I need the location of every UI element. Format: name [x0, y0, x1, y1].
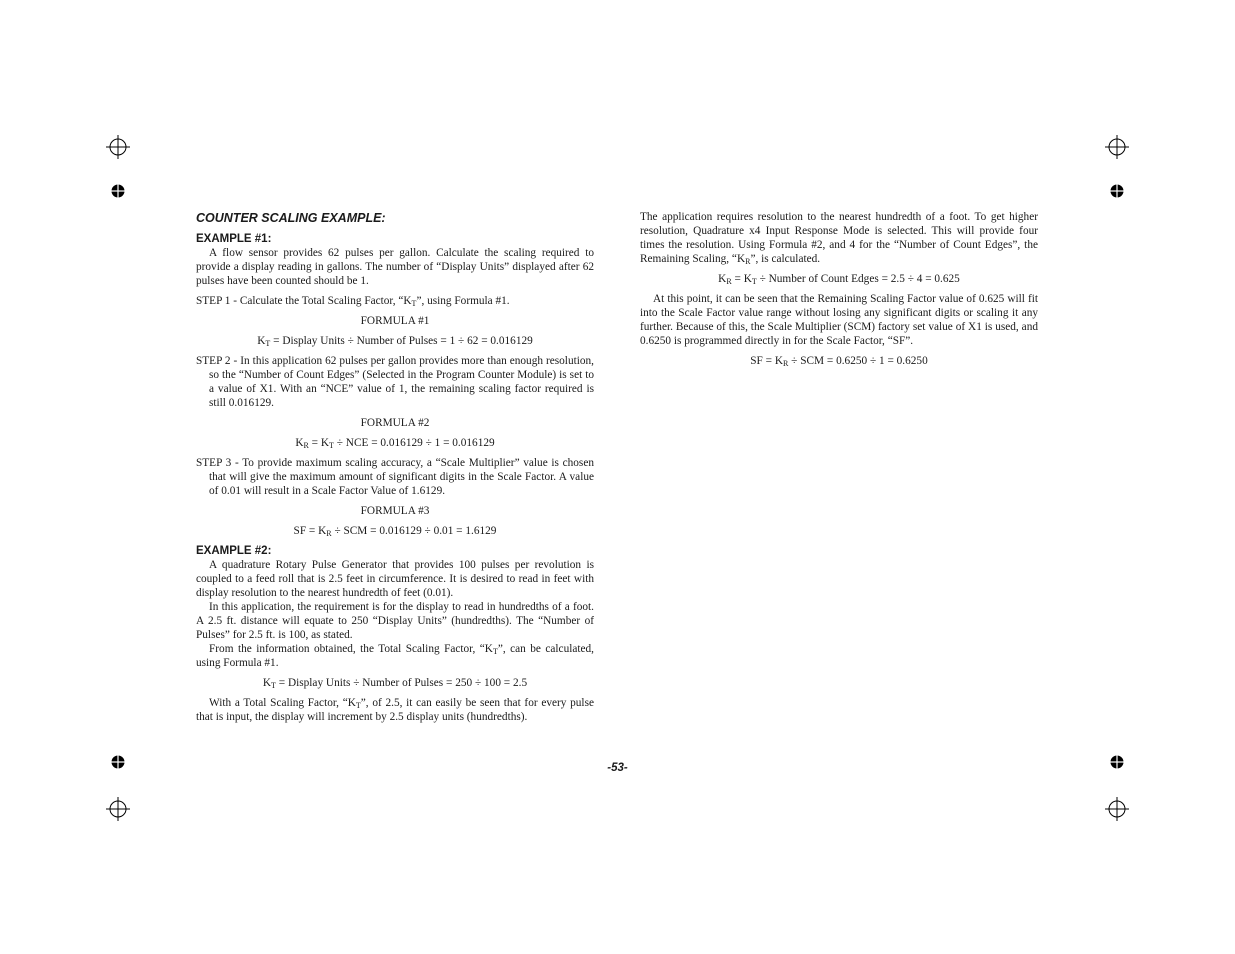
example-1-intro: A flow sensor provides 62 pulses per gallon. Calculate the scaling required to provide a display reading in gallons. The number of “Display Units” displayed after 62 pulses have been counted should be 1. — [196, 247, 594, 287]
crosshair-icon — [1105, 135, 1129, 159]
page-number: -53- — [607, 762, 628, 774]
formula-1: $K_T$ = Display Units ÷ Number of Pulses = 1 ÷ 62 = 0.016129 — [257, 335, 533, 348]
step-2: STEP 2 - In this application 62 pulses per gallon provides more than enough resolution, so the “Number of Count Edges” (Selected in the Program Counter Module) is set to a value of X1. With an “NCE” value of 1, the remaining scaling factor required is still 0.016129. — [196, 355, 594, 409]
formula-3-label: FORMULA #3 — [360, 505, 430, 517]
formula-1-label: FORMULA #1 — [360, 315, 430, 327]
formula-2-label: FORMULA #2 — [360, 417, 430, 429]
example-2-paragraph-1: A quadrature Rotary Pulse Generator that provides 100 pulses per revolution is coupled to a feed roll that is 2.5 feet in circumference. It is desired to read in feet with display resolution to the nearest hundredth of feet (0.01). — [196, 559, 594, 599]
example-2-formula-3: SF = $K_R$ ÷ SCM = 0.6250 ÷ 1 = 0.6250 — [750, 355, 928, 368]
crosshair-icon — [106, 797, 130, 821]
example-2-formula-2: $K_R = K_T$ ÷ Number of Count Edges = 2.5 ÷ 4 = 0.625 — [718, 273, 960, 286]
step-1: STEP 1 - Calculate the Total Scaling Factor, “$K_T$”, using Formula #1. — [196, 295, 510, 308]
section-title: COUNTER SCALING EXAMPLE: — [196, 211, 386, 225]
example-2-paragraph-3: From the information obtained, the Total Scaling Factor, “$K_T$”, can be calculated, using Formula #1. — [196, 643, 595, 669]
example-2-paragraph-5: The application requires resolution to the nearest hundredth of a foot. To get higher resolution, Quadrature x4 Input Response Mode is selected. This will provide four times the resolution. Using Formula #2, and 4 for the “Number of Count Edges”, the Remaining Scaling, “$K_R$”, is calculated. — [640, 211, 1038, 266]
formula-2: $K_R = K_T$ ÷ NCE = 0.016129 ÷ 1 = 0.016129 — [295, 437, 495, 450]
example-2-paragraph-4: With a Total Scaling Factor, “$K_T$”, of 2.5, it can easily be seen that for every pulse that is input, the display will increment by 2.5 display units (hundredths). — [196, 697, 594, 723]
registration-dot-icon — [111, 184, 125, 198]
crosshair-icon — [106, 135, 130, 159]
left-column — [196, 210, 594, 724]
example-2-formula-1: $K_T$ = Display Units ÷ Number of Pulses = 250 ÷ 100 = 2.5 — [262, 677, 528, 690]
example-2-heading: EXAMPLE #2: — [196, 545, 272, 557]
registration-dot-icon — [1110, 184, 1124, 198]
step-3: STEP 3 - To provide maximum scaling accuracy, a “Scale Multiplier” value is chosen that will give the maximum amount of significant digits in the Scale Factor. A value of 0.01 will result in a Scale Factor Value of 1.6129. — [196, 457, 594, 497]
example-2-paragraph-6: At this point, it can be seen that the Remaining Scaling Factor value of 0.625 will fit into the Scale Factor value range without losing any significant digits or scaling it any further. Because of this, the Scale Multiplier (SCM) factory set value of X1 is used, and 0.6250 is programmed directly in for the Scale Factor, “SF”. — [640, 293, 1038, 347]
right-column — [640, 210, 1038, 374]
formula-3: SF = $K_R$ ÷ SCM = 0.016129 ÷ 0.01 = 1.6129 — [293, 525, 497, 538]
crosshair-icon — [1105, 797, 1129, 821]
example-1-heading: EXAMPLE #1: — [196, 233, 272, 245]
example-2-paragraph-2: In this application, the requirement is for the display to read in hundredths of a foot. A 2.5 ft. distance will equate to 250 “Display Units” (hundredths). The “Number of Pulses” for 2.5 ft. is 100, as stated. — [196, 601, 594, 641]
